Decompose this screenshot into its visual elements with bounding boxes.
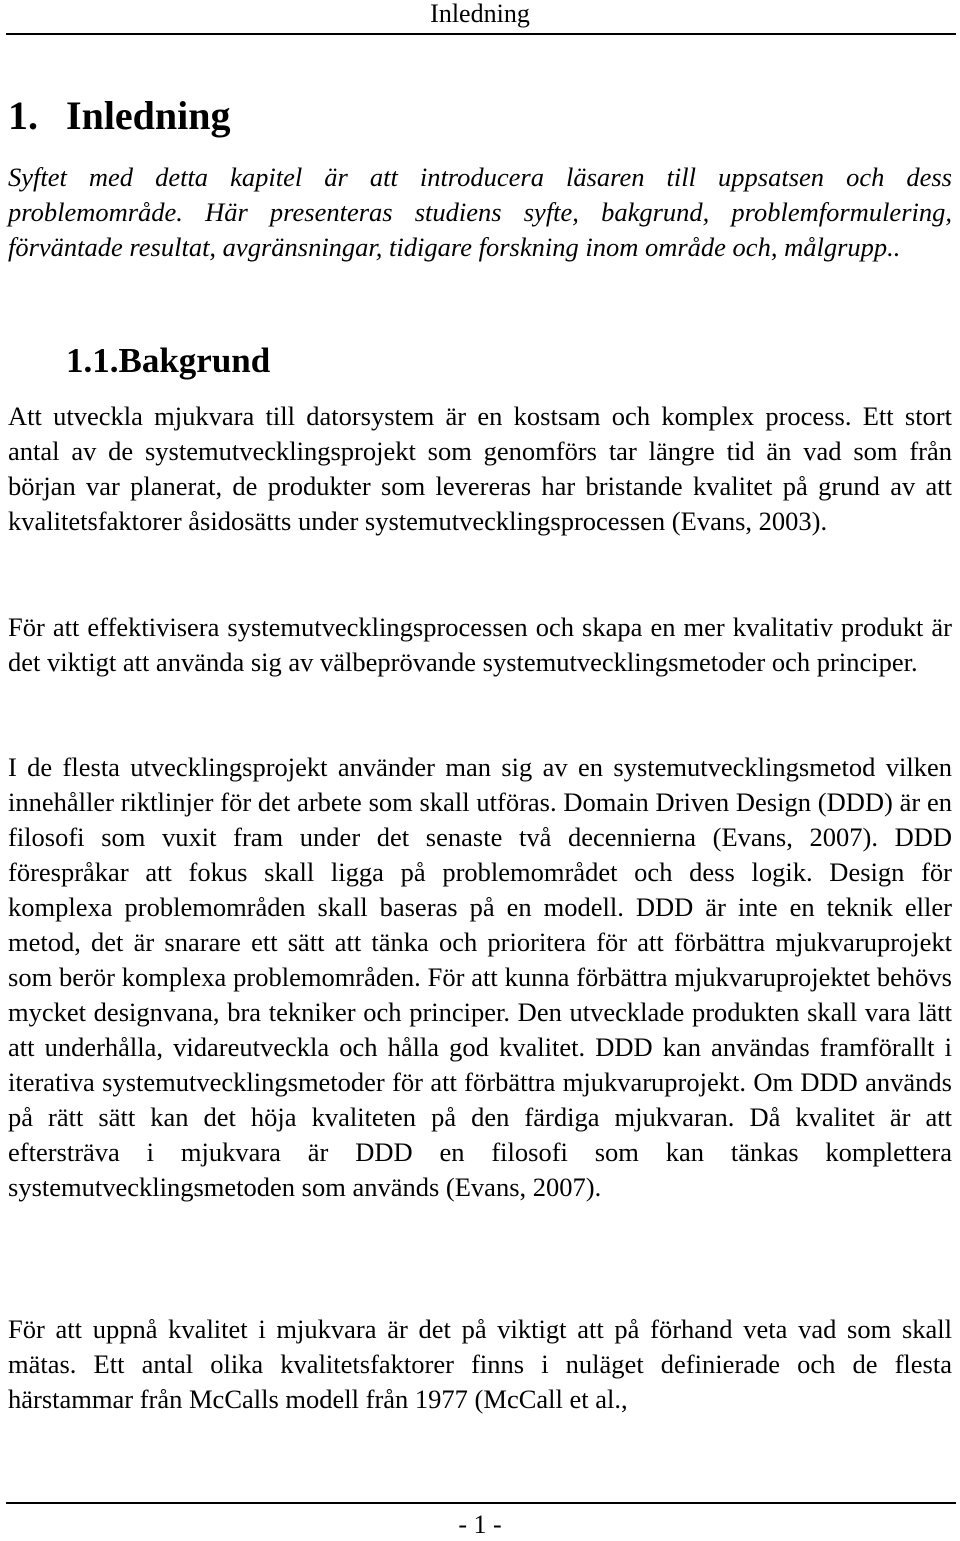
section-number: 1.1. — [66, 341, 119, 380]
paragraph: I de flesta utvecklingsprojekt använder man sig av en systemutvecklingsmetod vilken innehåller riktlinjer för det arbete som skall utföras. Domain Driven Design (DDD) är en filosofi som vuxit fram under det senaste två decennierna (Evans, 2007). DDD förespråkar att fokus skall ligga på problemområdet och dess logik. Design för komplexa problemområden skall baseras på en modell. DDD är inte en teknik eller metod, det är snarare ett sätt att tänka och prioritera för att förbättra mjukvaruprojekt som berör komplexa problemområden. För att kunna förbättra mjukvaruprojektet behövs mycket designvana, bra tekniker och principer. Den utvecklade produkten skall vara lätt att underhålla, vidareutveckla och hålla god kvalitet. DDD kan användas framförallt i iterativa systemutvecklingsmetoder för att förbättra mjukvaruprojekt. Om DDD används på rätt sätt kan det höja kvaliteten på den färdiga mjukvaran. Då kvalitet är att eftersträva i mjukvara är DDD en filosofi som kan tänkas komplettera systemutvecklingsmetoden som används (Evans, 2007). — [8, 752, 952, 1202]
chapter-title: Inledning — [66, 93, 231, 138]
paragraph: Att utveckla mjukvara till datorsystem är en kostsam och komplex process. Ett stort antal av de systemutvecklingsprojekt som genomförs tar längre tid än vad som från början var planerat, de produkter som levereras har bristande kvalitet på grund av att kvalitetsfaktorer åsidosätts under systemutvecklingsprocessen (Evans, 2003). — [8, 401, 952, 536]
paragraph: För att effektivisera systemutvecklingsprocessen och skapa en mer kvalitativ produkt är det viktigt att använda sig av välbeprövande systemutvecklingsmetoder och principer. — [8, 612, 952, 677]
header-rule — [6, 33, 956, 35]
footer-rule — [6, 1502, 956, 1504]
section-heading — [66, 336, 270, 386]
section-title: Bakgrund — [118, 341, 271, 380]
chapter-intro: Syftet med detta kapitel är att introducera läsaren till uppsatsen och dess problemområde. Här presenteras studiens syfte, bakgrund, problemformulering, förväntade resultat, avgränsningar, tidigare forskning inom område och, målgrupp.. — [8, 162, 952, 262]
page-number: - 1 - — [458, 1510, 502, 1539]
chapter-heading — [8, 90, 231, 142]
paragraph: För att uppnå kvalitet i mjukvara är det på viktigt att på förhand veta vad som skall mätas. Ett antal olika kvalitetsfaktorer finns i nuläget definierade och de flesta härstammar från McCalls modell från 1977 (McCall et al., — [8, 1314, 952, 1414]
chapter-number: 1. — [8, 93, 38, 138]
running-header: Inledning — [430, 0, 530, 28]
